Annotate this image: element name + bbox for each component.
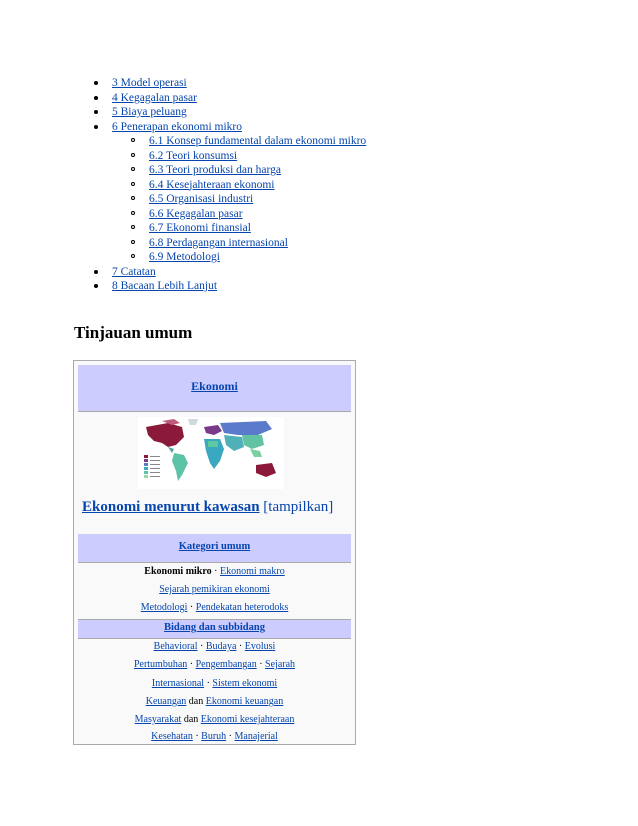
region-title-link[interactable]: Ekonomi menurut kawasan	[82, 499, 260, 515]
table-of-contents	[94, 76, 366, 294]
region-row	[82, 499, 333, 516]
fields-row: Keuangan dan Ekonomi keuangan	[145, 696, 284, 707]
circle-bullet-icon	[131, 211, 135, 215]
bullet-icon	[94, 125, 98, 129]
toc-item	[94, 76, 366, 91]
infobox	[73, 360, 356, 745]
field-link[interactable]: Budaya	[205, 641, 237, 652]
circle-bullet-icon	[131, 167, 135, 171]
bullet-icon	[94, 96, 98, 100]
toc-sublink[interactable]: 6.6 Kegagalan pasar	[149, 207, 243, 220]
circle-bullet-icon	[131, 254, 135, 258]
circle-bullet-icon	[131, 196, 135, 200]
toc-subitem	[112, 163, 366, 178]
circle-bullet-icon	[131, 240, 135, 244]
field-link[interactable]: Ekonomi keuangan	[205, 696, 284, 707]
toc-subitem	[112, 221, 366, 236]
fields-row: Pertumbuhan · Pengembangan · Sejarah	[133, 659, 296, 670]
category-link[interactable]: Ekonomi makro	[219, 566, 285, 577]
toc-sublink[interactable]: 6.4 Kesejahteraan ekonomi	[149, 178, 275, 191]
field-link[interactable]: Behavioral	[153, 641, 198, 652]
field-link[interactable]: Sejarah	[265, 659, 296, 670]
bullet-icon	[94, 270, 98, 274]
world-map-image[interactable]	[138, 417, 284, 489]
toc-item	[94, 120, 366, 265]
toc-item	[94, 265, 366, 280]
toc-link[interactable]: 3 Model operasi	[112, 77, 187, 89]
field-link[interactable]: Buruh	[201, 731, 227, 742]
category-header-link[interactable]: Kategori umum	[178, 541, 251, 552]
category-link[interactable]: Metodologi	[140, 602, 188, 613]
bullet-icon	[94, 110, 98, 114]
current-topic: Ekonomi mikro	[144, 566, 212, 577]
toc-sublist	[112, 134, 366, 265]
circle-bullet-icon	[131, 153, 135, 157]
expand-toggle[interactable]: [tampilkan]	[263, 499, 334, 515]
infobox-header	[78, 365, 351, 412]
toc-sublink[interactable]: 6.7 Ekonomi finansial	[149, 222, 251, 234]
toc-link[interactable]: 8 Bacaan Lebih Lanjut	[112, 280, 218, 292]
field-link[interactable]: Pertumbuhan	[133, 659, 188, 670]
field-link[interactable]: Ekonomi kesejahteraan	[200, 714, 295, 725]
toc-link[interactable]: 4 Kegagalan pasar	[112, 91, 197, 104]
category-row: Ekonomi mikro · Ekonomi makro	[144, 566, 285, 577]
toc-subitem	[112, 207, 366, 222]
fields-row: Behavioral · Budaya · Evolusi	[153, 641, 276, 652]
toc-sublink[interactable]: 6.2 Teori konsumsi	[149, 149, 238, 162]
infobox-title-link[interactable]: Ekonomi	[191, 379, 238, 393]
field-link[interactable]: Masyarakat	[134, 714, 182, 725]
bullet-icon	[94, 81, 98, 85]
toc-link[interactable]: 7 Catatan	[112, 265, 156, 278]
fields-row: Masyarakat dan Ekonomi kesejahteraan	[134, 714, 295, 725]
field-link[interactable]: Evolusi	[244, 641, 276, 652]
toc-link[interactable]: 5 Biaya peluang	[112, 106, 187, 118]
circle-bullet-icon	[131, 182, 135, 186]
toc-sublink[interactable]: 6.9 Metodologi	[149, 251, 220, 263]
category-row	[78, 583, 351, 596]
circle-bullet-icon	[131, 138, 135, 142]
toc-subitem	[112, 236, 366, 251]
fields-row: Internasional · Sistem ekonomi	[151, 678, 278, 689]
toc-link[interactable]: 6 Penerapan ekonomi mikro	[112, 120, 242, 133]
toc-sublink[interactable]: 6.8 Perdagangan internasional	[149, 236, 288, 249]
category-row: Metodologi · Pendekatan heterodoks	[140, 602, 289, 613]
toc-sublink[interactable]: 6.1 Konsep fundamental dalam ekonomi mikro	[149, 135, 367, 147]
category-link[interactable]: Pendekatan heterodoks	[195, 602, 289, 613]
fields-header	[78, 619, 351, 639]
toc-item	[94, 279, 366, 294]
field-link[interactable]: Kesehatan	[151, 731, 193, 742]
toc-subitem	[112, 250, 366, 265]
field-link[interactable]: Internasional	[151, 678, 205, 689]
category-link[interactable]: Sejarah pemikiran ekonomi	[159, 584, 270, 595]
toc-sublink[interactable]: 6.3 Teori produksi dan harga	[149, 164, 281, 176]
field-link[interactable]: Pengembangan	[195, 659, 257, 670]
fields-header-link[interactable]: Bidang dan subbidang	[164, 622, 265, 633]
fields-row: Kesehatan · Buruh · Manajerial	[151, 731, 278, 742]
circle-bullet-icon	[131, 225, 135, 229]
section-heading: Tinjauan umum	[74, 323, 193, 342]
toc-subitem	[112, 149, 366, 164]
field-link[interactable]: Sistem ekonomi	[212, 678, 278, 689]
field-link[interactable]: Keuangan	[145, 696, 187, 707]
toc-item	[94, 105, 366, 120]
toc-subitem	[112, 178, 366, 193]
category-header	[78, 534, 351, 563]
toc-item	[94, 91, 366, 106]
bullet-icon	[94, 284, 98, 288]
toc-subitem	[112, 192, 366, 207]
toc-subitem	[112, 134, 366, 149]
field-link[interactable]: Manajerial	[234, 731, 278, 742]
toc-sublink[interactable]: 6.5 Organisasi industri	[149, 193, 254, 205]
